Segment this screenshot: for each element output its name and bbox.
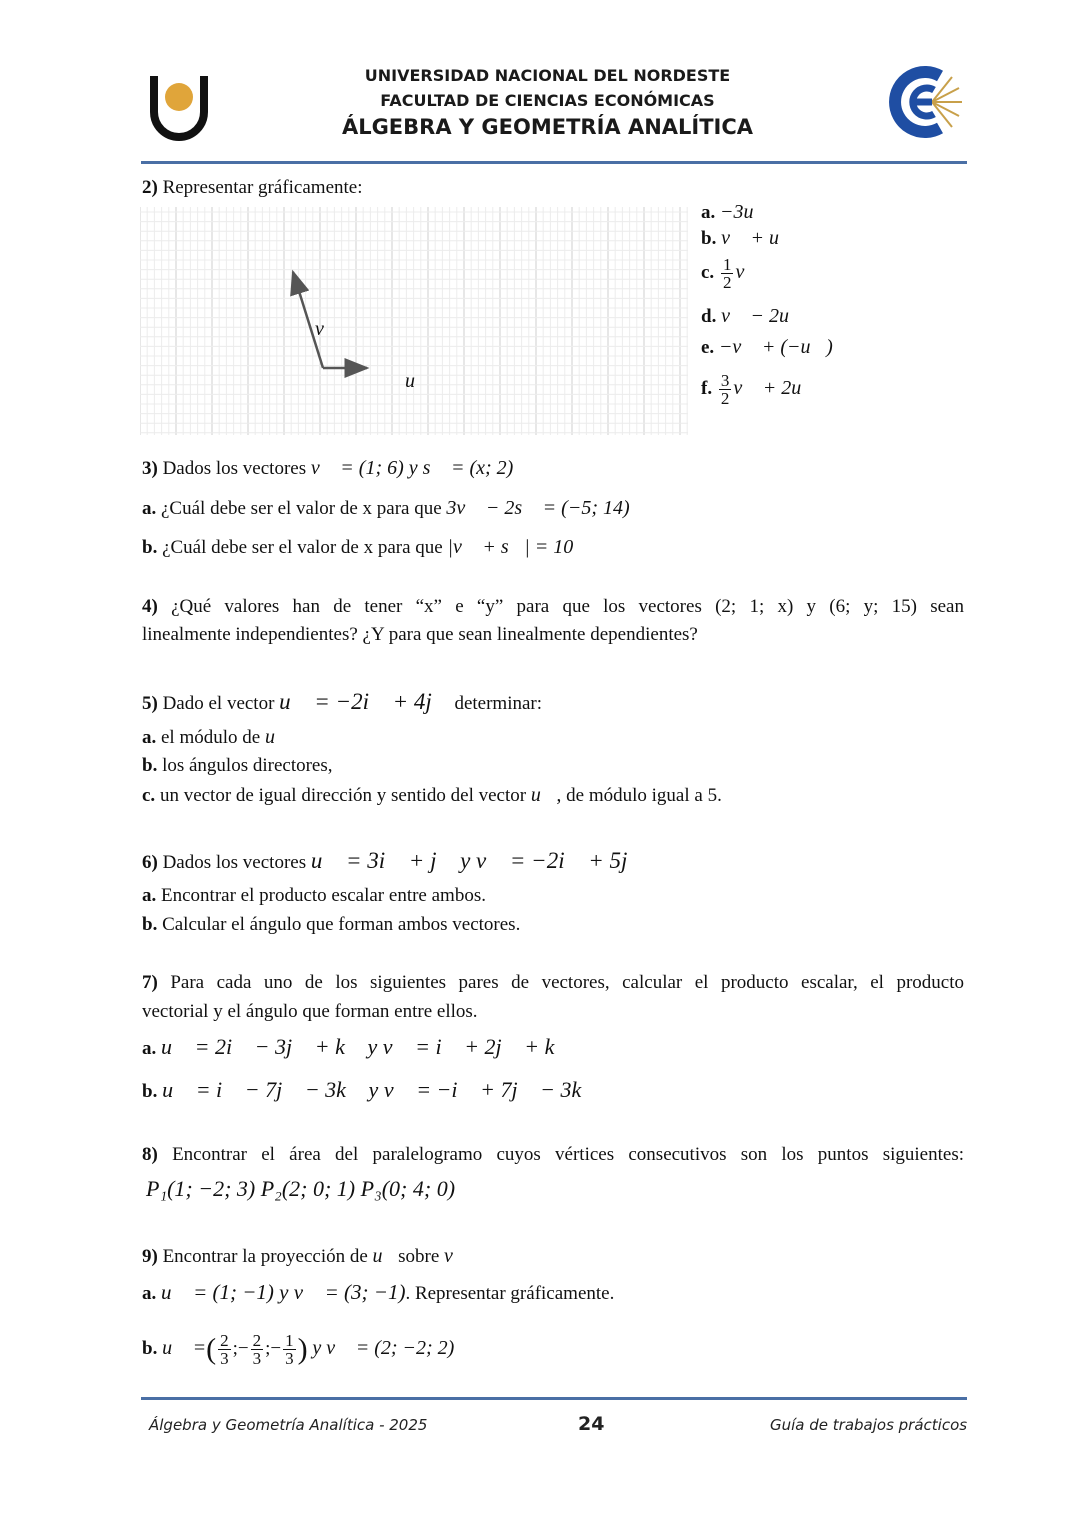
item-label: a. bbox=[142, 1038, 157, 1059]
item-text: Calcular el ángulo que forman ambos vectores. bbox=[162, 914, 521, 935]
course-title: ÁLGEBRA Y GEOMETRÍA ANALÍTICA bbox=[341, 115, 754, 139]
footer-course: Álgebra y Geometría Analítica - 2025 bbox=[149, 1416, 428, 1434]
exercise-3-title bbox=[142, 456, 513, 481]
exercise-6a bbox=[142, 884, 486, 908]
fraction bbox=[719, 372, 732, 407]
math-expression: −3u⃗ bbox=[720, 201, 770, 223]
math-expression: u⃗, bbox=[530, 784, 562, 806]
item-label: e. bbox=[701, 337, 715, 358]
item-label: a. bbox=[142, 885, 157, 906]
item-text: un vector de igual dirección y sentido del vector bbox=[159, 785, 527, 806]
header-divider bbox=[141, 161, 967, 164]
fraction bbox=[283, 1332, 296, 1367]
math-expression: v⃗ + 2u⃗ bbox=[733, 376, 817, 399]
exercise-number: 2) bbox=[142, 177, 158, 198]
exercise-5b bbox=[142, 754, 333, 778]
exercise-9-title bbox=[142, 1244, 468, 1269]
exercise-2-item bbox=[701, 201, 769, 224]
exercise-8-line-1 bbox=[142, 1143, 964, 1167]
item-label: a. bbox=[701, 202, 716, 223]
numerator: 3 bbox=[720, 371, 730, 390]
item-text: ¿Cuál debe ser el valor de x para que bbox=[162, 537, 443, 558]
item-label: b. bbox=[142, 914, 158, 935]
math-expression: u⃗ = −2i⃗ + 4j⃗ bbox=[279, 689, 450, 714]
exercise-7a bbox=[142, 1035, 571, 1061]
item-text: ¿Cuál debe ser el valor de x para que bbox=[161, 498, 442, 519]
math-expression: −v⃗ + (−u⃗) bbox=[718, 336, 833, 358]
exercise-text: Encontrar el área del paralelogramo cuyos vértices consecutivos son los puntos siguientes: bbox=[172, 1144, 964, 1165]
exercise-number: 7) bbox=[142, 972, 158, 993]
exercise-text: sobre bbox=[398, 1246, 440, 1267]
paren: ) bbox=[297, 1332, 308, 1366]
exercise-7-line-1 bbox=[142, 971, 964, 995]
exercise-6-title bbox=[142, 849, 645, 875]
vector-v-label: v⃗ bbox=[315, 318, 340, 340]
item-text: los ángulos directores, bbox=[162, 755, 333, 776]
exercise-text: Encontrar la proyección de bbox=[162, 1246, 368, 1267]
math-expression: u⃗ = 3i⃗ + j⃗ y v⃗ = −2i⃗ + 5j⃗ bbox=[310, 848, 646, 873]
item-label: c. bbox=[142, 785, 156, 806]
item-text: . Representar gráficamente. bbox=[405, 1283, 615, 1304]
math-expression: u⃗ = (1; −1) y v⃗ = (3; −1) bbox=[161, 1280, 406, 1304]
exercise-2-item bbox=[701, 305, 805, 328]
item-label: a. bbox=[142, 1283, 157, 1304]
footer-divider bbox=[141, 1397, 967, 1400]
math-expression: u⃗ = i⃗ − 7j⃗ − 3k⃗ y v⃗ = −i⃗ + 7j⃗ − 3k⃗ bbox=[162, 1077, 599, 1102]
sign: − bbox=[270, 1338, 282, 1359]
exercise-number: 8) bbox=[142, 1144, 158, 1165]
numerator: 2 bbox=[252, 1331, 262, 1351]
vector-grid bbox=[140, 207, 688, 435]
math-expression: v⃗ − 2u⃗ bbox=[721, 305, 805, 327]
denominator: 3 bbox=[220, 1349, 229, 1369]
exercise-9b: b. u⃗ =( $\frac{2}{3}$ ;− $\frac{2}{3}$ ;− $\frac{1}{3}$ ) y v⃗ = (2; −2; 2) bbox=[142, 1331, 455, 1369]
paren: ( bbox=[206, 1332, 217, 1366]
fraction bbox=[218, 1332, 231, 1367]
exercise-7b bbox=[142, 1078, 598, 1104]
item-label: a. bbox=[142, 727, 157, 748]
exercise-text: Dado el vector bbox=[162, 693, 275, 714]
exercise-number: 6) bbox=[142, 852, 158, 873]
item-label: f. bbox=[701, 377, 713, 399]
exercise-2-item bbox=[701, 372, 817, 407]
math-expression: v⃗ bbox=[735, 260, 760, 283]
exercise-2-item bbox=[701, 256, 760, 291]
denominator: 3 bbox=[285, 1349, 294, 1369]
exercise-text: ¿Qué valores han de tener “x” e “y” para que los vectores (2; 1; x) y (6; y; 15) sean bbox=[171, 596, 964, 617]
denominator: 2 bbox=[720, 389, 730, 408]
exercise-number: 3) bbox=[142, 458, 158, 479]
item-label: b. bbox=[142, 537, 158, 558]
exercise-5c bbox=[142, 783, 722, 808]
exercise-number: 9) bbox=[142, 1246, 158, 1267]
math-expression: v⃗ = (1; 6) y s⃗ = (x; 2) bbox=[310, 457, 514, 479]
item-label: b. bbox=[142, 1081, 158, 1102]
exercise-9a bbox=[142, 1280, 614, 1306]
math-expression: u⃗ = 2i⃗ − 3j⃗ + k⃗ y v⃗ = i⃗ + 2j⃗ + k⃗ bbox=[161, 1034, 572, 1059]
math-expression: y v⃗ = (2; −2; 2) bbox=[312, 1337, 455, 1359]
exercise-5-title bbox=[142, 690, 542, 716]
math-expression: 3v⃗ − 2s⃗ = (−5; 14) bbox=[446, 497, 630, 519]
university-name: UNIVERSIDAD NACIONAL DEL NORDESTE bbox=[364, 66, 731, 85]
denominator: 2 bbox=[722, 273, 732, 292]
exercise-2-title bbox=[142, 176, 363, 200]
item-text: de módulo igual a 5. bbox=[566, 785, 722, 806]
exercise-text: Dados los vectores bbox=[162, 458, 307, 479]
item-label: d. bbox=[701, 306, 717, 327]
exercise-2-item bbox=[701, 227, 795, 250]
math-expression: v⃗ + u⃗ bbox=[721, 227, 795, 249]
item-text: Encontrar el producto escalar entre ambos. bbox=[161, 885, 486, 906]
page-number: 24 bbox=[578, 1413, 605, 1435]
denominator: 3 bbox=[252, 1349, 262, 1369]
exercise-4-line-1 bbox=[142, 595, 964, 619]
exercise-number: 5) bbox=[142, 693, 158, 714]
item-label: c. bbox=[701, 261, 715, 283]
exercise-6b bbox=[142, 913, 520, 937]
exercise-2-item bbox=[701, 336, 833, 359]
exercise-number: 4) bbox=[142, 596, 158, 617]
math-expression: u⃗ bbox=[372, 1245, 399, 1267]
exercise-text: determinar: bbox=[454, 693, 543, 714]
footer-guide: Guía de trabajos prácticos bbox=[770, 1416, 968, 1434]
math-expression: |v⃗ + s⃗| = 10 bbox=[447, 536, 574, 558]
exercise-3b bbox=[142, 535, 573, 560]
exercise-5a bbox=[142, 725, 291, 750]
exercise-text: Dados los vectores bbox=[162, 852, 307, 873]
exercise-7-line-2: vectorial y el ángulo que forman entre ellos. bbox=[142, 1001, 478, 1022]
numerator: 1 bbox=[722, 255, 732, 274]
numerator: 1 bbox=[285, 1331, 294, 1351]
exercise-text: Para cada uno de los siguientes pares de vectores, calcular el producto escalar, el producto bbox=[170, 972, 964, 993]
sign: − bbox=[237, 1338, 249, 1359]
math-expression: u⃗ bbox=[264, 726, 291, 748]
fraction bbox=[251, 1332, 264, 1367]
faculty-name: FACULTAD DE CIENCIAS ECONÓMICAS bbox=[380, 91, 715, 110]
vector-u-label: u⃗ bbox=[405, 370, 431, 392]
math-expression: v⃗ bbox=[444, 1245, 469, 1267]
fraction bbox=[721, 256, 734, 291]
item-label: b. bbox=[142, 755, 158, 776]
math-expression: u⃗ = bbox=[162, 1337, 207, 1359]
item-label: b. bbox=[701, 228, 717, 249]
exercise-8-points: P₁(1; −2; 3) P₂(2; 0; 1) P₃(0; 4; 0) bbox=[146, 1176, 456, 1201]
item-label: b. bbox=[142, 1338, 158, 1359]
numerator: 2 bbox=[220, 1331, 229, 1351]
item-text: el módulo de bbox=[161, 727, 261, 748]
exercise-4-line-2: linealmente independientes? ¿Y para que sean linealmente dependientes? bbox=[142, 624, 698, 645]
exercise-3a bbox=[142, 496, 630, 521]
exercise-text: Representar gráficamente: bbox=[162, 177, 363, 198]
item-label: a. bbox=[142, 498, 157, 519]
